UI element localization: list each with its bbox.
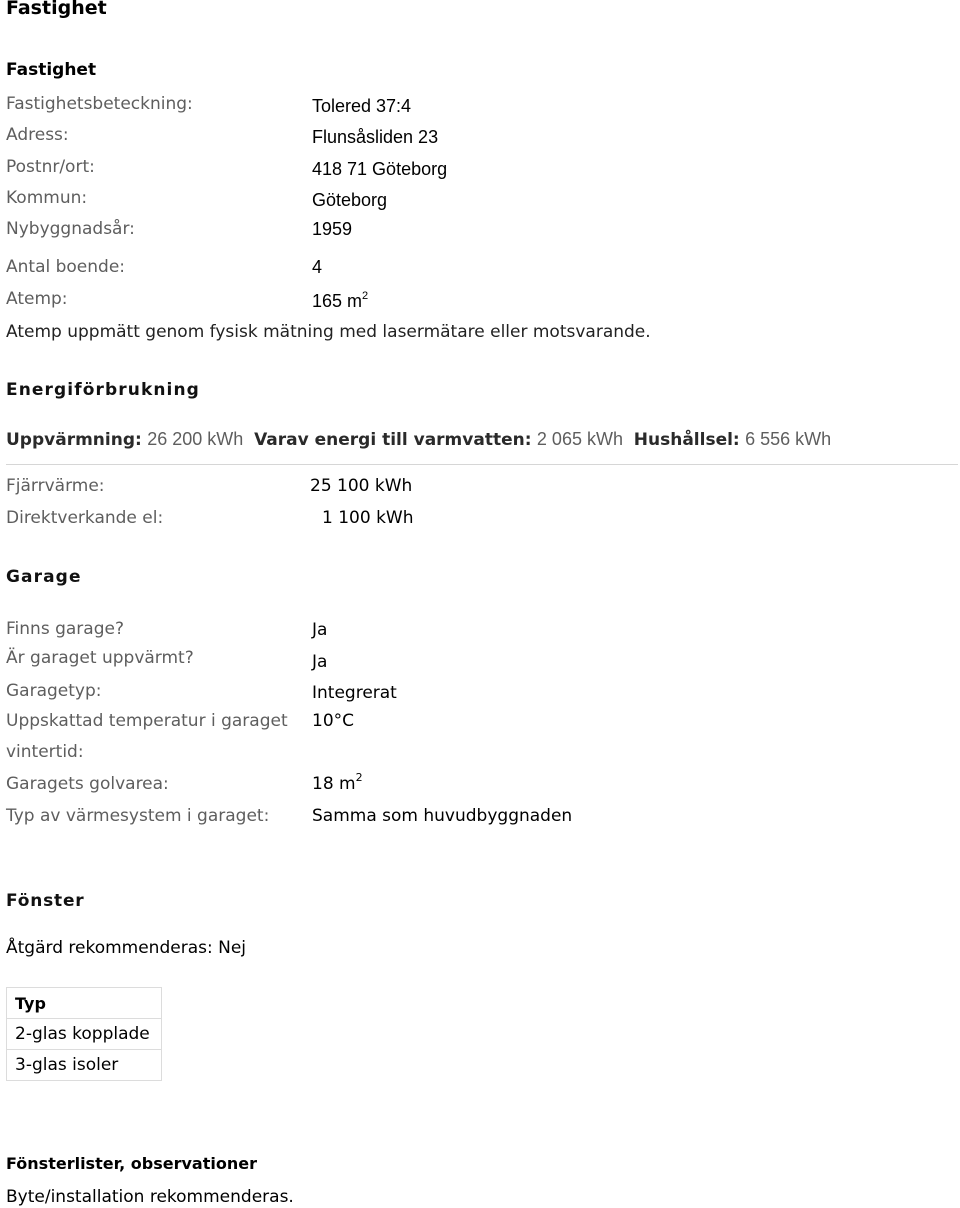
windows-recommendation: Åtgärd rekommenderas: Nej <box>6 938 247 958</box>
window-strips-text: Byte/installation rekommenderas. <box>6 1187 294 1207</box>
windows-heading: Fönster <box>6 891 85 911</box>
energy-source-label: Direktverkande el: <box>6 508 164 528</box>
energy-heading: Energiförbrukning <box>6 380 200 400</box>
table-header-cell: Typ <box>7 988 162 1019</box>
summary-value: 26 200 kWh <box>147 429 244 449</box>
atemp-note: Atemp uppmätt genom fysisk mätning med lasermätare eller motsvarande. <box>6 322 651 342</box>
energy-source-value: 25 100 kWh <box>310 476 413 496</box>
property-label: Adress: <box>6 125 69 145</box>
table-cell: 2-glas kopplade <box>7 1019 162 1050</box>
divider <box>6 464 958 465</box>
property-value: 418 71 Göteborg <box>312 159 448 179</box>
property-label: Fastighetsbeteckning: <box>6 94 193 114</box>
summary-label: Varav energi till varmvatten: <box>254 430 532 450</box>
garage-label: vintertid: <box>6 742 84 762</box>
table-cell: 3-glas isoler <box>7 1050 162 1081</box>
garage-label: Typ av värmesystem i garaget: <box>6 806 270 826</box>
property-value: Flunsåsliden 23 <box>312 127 439 147</box>
property-label: Nybyggnadsår: <box>6 219 135 239</box>
garage-value: Ja <box>312 620 328 640</box>
garage-label: Finns garage? <box>6 619 124 639</box>
garage-value: Integrerat <box>312 683 397 703</box>
summary-label: Hushållsel: <box>633 430 740 450</box>
property-value: 1959 <box>312 219 353 239</box>
summary-value: 6 556 kWh <box>745 429 832 449</box>
table-header-row <box>7 988 162 1019</box>
property-label: Antal boende: <box>6 257 126 277</box>
atemp-value: 165 $m^2$ <box>312 290 369 311</box>
property-label: Kommun: <box>6 188 88 208</box>
property-label: Postnr/ort: <box>6 157 95 177</box>
property-value: Tolered 37:4 <box>312 96 412 116</box>
garage-area-value: 18 $m^2$ <box>312 771 363 794</box>
superscript: 2 <box>355 771 363 784</box>
property-heading: Fastighet <box>6 60 97 80</box>
garage-heading: Garage <box>6 567 82 587</box>
superscript: 2 <box>362 290 369 302</box>
garage-label: Garagetyp: <box>6 681 102 701</box>
energy-source-label: Fjärrvärme: <box>6 476 105 496</box>
garage-label: Garagets golvarea: <box>6 774 169 794</box>
table-row <box>7 1019 162 1050</box>
garage-value: 10°C <box>312 711 355 731</box>
property-label: Atemp: <box>6 289 68 309</box>
garage-label: Är garaget uppvärmt? <box>6 648 194 668</box>
summary-value: 2 065 kWh <box>536 429 623 449</box>
garage-value: Samma som huvudbyggnaden <box>312 806 573 826</box>
energy-source-value: 1 100 kWh <box>322 508 414 528</box>
energy-summary <box>6 429 831 450</box>
window-strips-heading: Fönsterlister, observationer <box>6 1154 257 1173</box>
property-value: Göteborg <box>312 190 388 210</box>
garage-label: Uppskattad temperatur i garaget <box>6 711 288 731</box>
garage-value: Ja <box>312 652 328 672</box>
windows-table <box>6 987 162 1081</box>
property-value: 4 <box>312 257 323 277</box>
table-row <box>7 1050 162 1081</box>
page-title: Fastighet <box>6 0 107 19</box>
summary-label: Uppvärmning: <box>6 430 142 450</box>
